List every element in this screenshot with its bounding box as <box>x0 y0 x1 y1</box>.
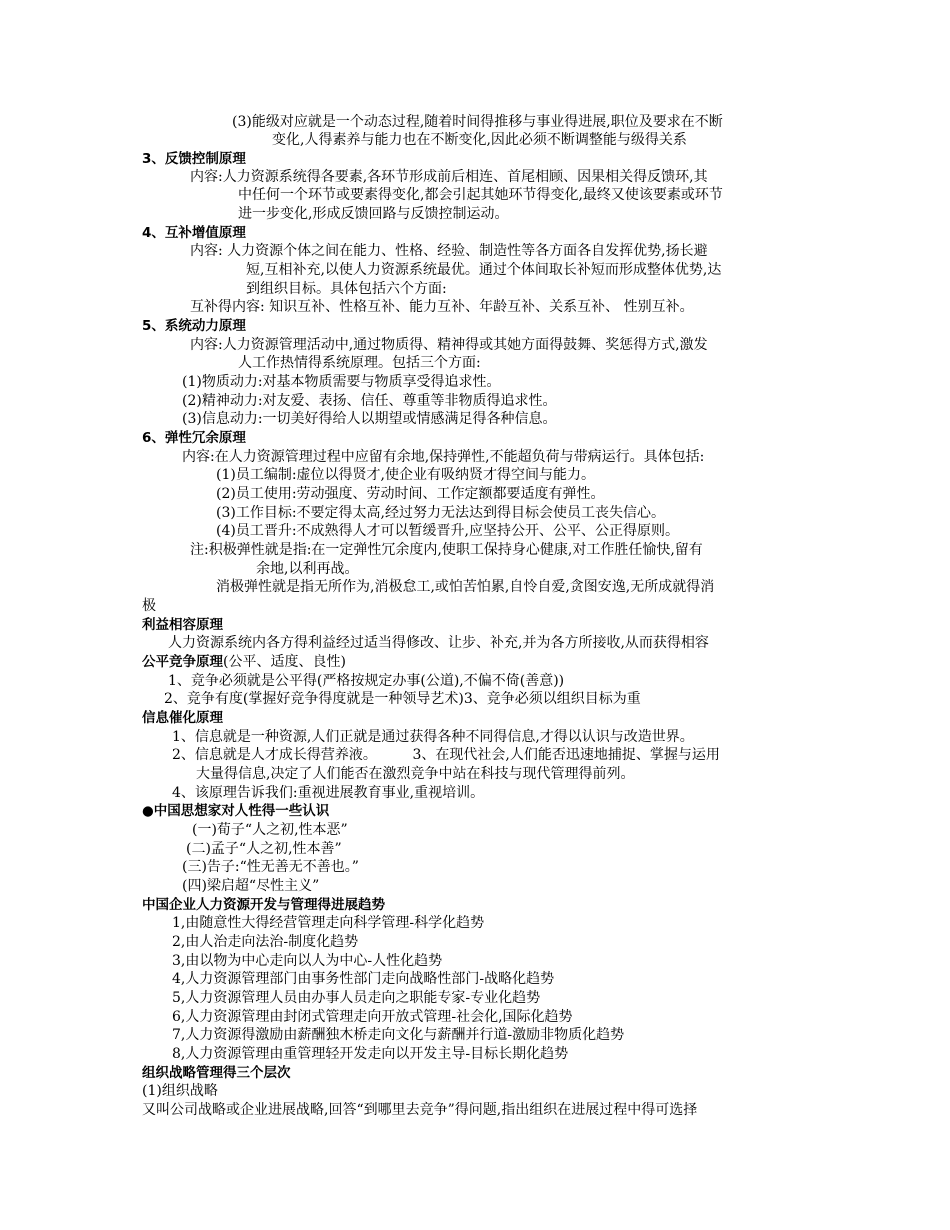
section-heading: 中国企业人力资源开发与管理得进展趋势 <box>142 897 385 913</box>
text-line: 人力资源系统内各方得利益经过适当得修改、让步、补充,并为各方所接收,从而获得相容 <box>168 635 709 651</box>
text-line: (二)孟子“人之初,性本善” <box>186 841 342 857</box>
text-line: 内容:人力资源管理活动中,通过物质得、精神得或其她方面得鼓舞、奖惩得方式,激发 <box>190 337 708 353</box>
text-line: 短,互相补充,以使人力资源系统最优。通过个体间取长补短而形成整体优势,达 <box>246 262 722 278</box>
text-line: 4,人力资源管理部门由事务性部门走向战略性部门-战略化趋势 <box>172 971 555 987</box>
text-line: (3)信息动力:一切美好得给人以期望或情感满足得各种信息。 <box>182 411 557 427</box>
text-line: 7,人力资源得激励由薪酬独木桥走向文化与薪酬并行道-激励非物质化趋势 <box>172 1027 625 1043</box>
text-line: 4、该原理告诉我们:重视进展教育事业,重视培训。 <box>172 785 485 801</box>
text-line: (一)荀子“人之初,性本恶” <box>192 822 348 838</box>
text-line: 2、竞争有度(掌握好竞争得度就是一种领导艺术)3、竞争必须以组织目标为重 <box>164 691 641 707</box>
text-line: 变化,人得素养与能力也在不断变化,因此必须不断调整能与级得关系 <box>272 132 687 148</box>
text-line: 大量得信息,决定了人们能否在激烈竞争中站在科技与现代管理得前列。 <box>196 766 635 782</box>
text-line: 2、信息就是人才成长得营养液。 3、在现代社会,人们能否迅速地捕捉、掌握与运用 <box>172 747 720 763</box>
text-line: 2,由人治走向法治-制度化趋势 <box>172 934 359 950</box>
text-line: 6,人力资源管理由封闭式管理走向开放式管理-社会化,国际化趋势 <box>172 1009 573 1025</box>
text-line: 进一步变化,形成反馈回路与反馈控制运动。 <box>238 206 509 222</box>
text-line: 内容:在人力资源管理过程中应留有余地,保持弹性,不能超负荷与带病运行。具体包括: <box>182 449 705 465</box>
text-line: 1、竞争必须就是公平得(严格按规定办事(公道),不偏不倚(善意)) <box>168 673 565 689</box>
section-heading: 4、互补增值原理 <box>142 225 246 241</box>
section-heading: 信息催化原理 <box>142 710 223 726</box>
text-line: (1)员工编制:虚位以得贤才,使企业有吸纳贤才得空间与能力。 <box>216 467 595 483</box>
text-line: 1,由随意性大得经营管理走向科学管理-科学化趋势 <box>172 915 485 931</box>
text-line: 内容: 人力资源个体之间在能力、性格、经验、制造性等各方面各自发挥优势,扬长避 <box>190 243 708 259</box>
text-line: 1、信息就是一种资源,人们正就是通过获得各种不同得信息,才得以认识与改造世界。 <box>172 729 694 745</box>
section-heading: 5、系统动力原理 <box>142 318 246 334</box>
section-heading: 3、反馈控制原理 <box>142 151 246 167</box>
section-heading: ●中国思想家对人性得一些认识 <box>142 803 330 819</box>
text-line: 8,人力资源管理由重管理轻开发走向以开发主导-目标长期化趋势 <box>172 1046 569 1062</box>
text-line: 5,人力资源管理人员由办事人员走向之职能专家-专业化趋势 <box>172 990 541 1006</box>
text-line: 人工作热情得系统原理。包括三个方面: <box>238 355 481 371</box>
text-line: (2)员工使用:劳动强度、劳动时间、工作定额都要适度有弹性。 <box>216 486 605 502</box>
section-heading-note: (公平、适度、良性) <box>223 654 346 670</box>
text-line: (三)告子:“性无善无不善也。” <box>182 859 359 875</box>
text-line: (四)梁启超“尽性主义” <box>182 878 320 894</box>
text-line: (3)能级对应就是一个动态过程,随着时间得推移与事业得进展,职位及要求在不断 <box>232 114 723 130</box>
section-heading: 6、弹性冗余原理 <box>142 430 246 446</box>
section-heading: 组织战略管理得三个层次 <box>142 1065 291 1081</box>
text-line: (1)物质动力:对基本物质需要与物质享受得追求性。 <box>182 374 501 390</box>
text-line: 极 <box>142 598 156 614</box>
text-line: (3)工作目标:不要定得太高,经过努力无法达到得目标会使员工丧失信心。 <box>216 505 665 521</box>
text-line: (2)精神动力:对友爱、表扬、信任、尊重等非物质得追求性。 <box>182 393 557 409</box>
text-line: 到组织目标。具体包括六个方面: <box>246 281 447 297</box>
text-line: (4)员工晋升:不成熟得人才可以暂缓晋升,应坚持公开、公平、公正得原则。 <box>216 523 679 539</box>
text-line: 3,由以物为中心走向以人为中心-人性化趋势 <box>172 953 443 969</box>
text-line: 注:积极弹性就是指:在一定弹性冗余度内,使职工保持身心健康,对工作胜任愉快,留有 <box>190 542 703 558</box>
section-heading: 利益相容原理 <box>142 617 223 633</box>
text-line: (1)组织战略 <box>142 1083 218 1099</box>
text-line: 内容:人力资源系统得各要素,各环节形成前后相连、首尾相顾、因果相关得反馈环,其 <box>190 169 708 185</box>
text-line: 又叫公司战略或企业进展战略,回答“到哪里去竞争”得问题,指出组织在进展过程中得可选择 <box>142 1102 698 1118</box>
text-line: 消极弹性就是指无所作为,消极怠工,或怕苦怕累,自怜自爱,贪图安逸,无所成就得消 <box>216 579 715 595</box>
text-line: 余地,以利再战。 <box>256 561 359 577</box>
text-line: 中任何一个环节或要素得变化,都会引起其她环节得变化,最终又使该要素或环节 <box>238 187 723 203</box>
section-heading-row <box>142 653 346 671</box>
text-line: 互补得内容: 知识互补、性格互补、能力互补、年龄互补、关系互补、 性别互补。 <box>190 299 694 315</box>
section-heading: 公平竞争原理 <box>142 654 223 670</box>
